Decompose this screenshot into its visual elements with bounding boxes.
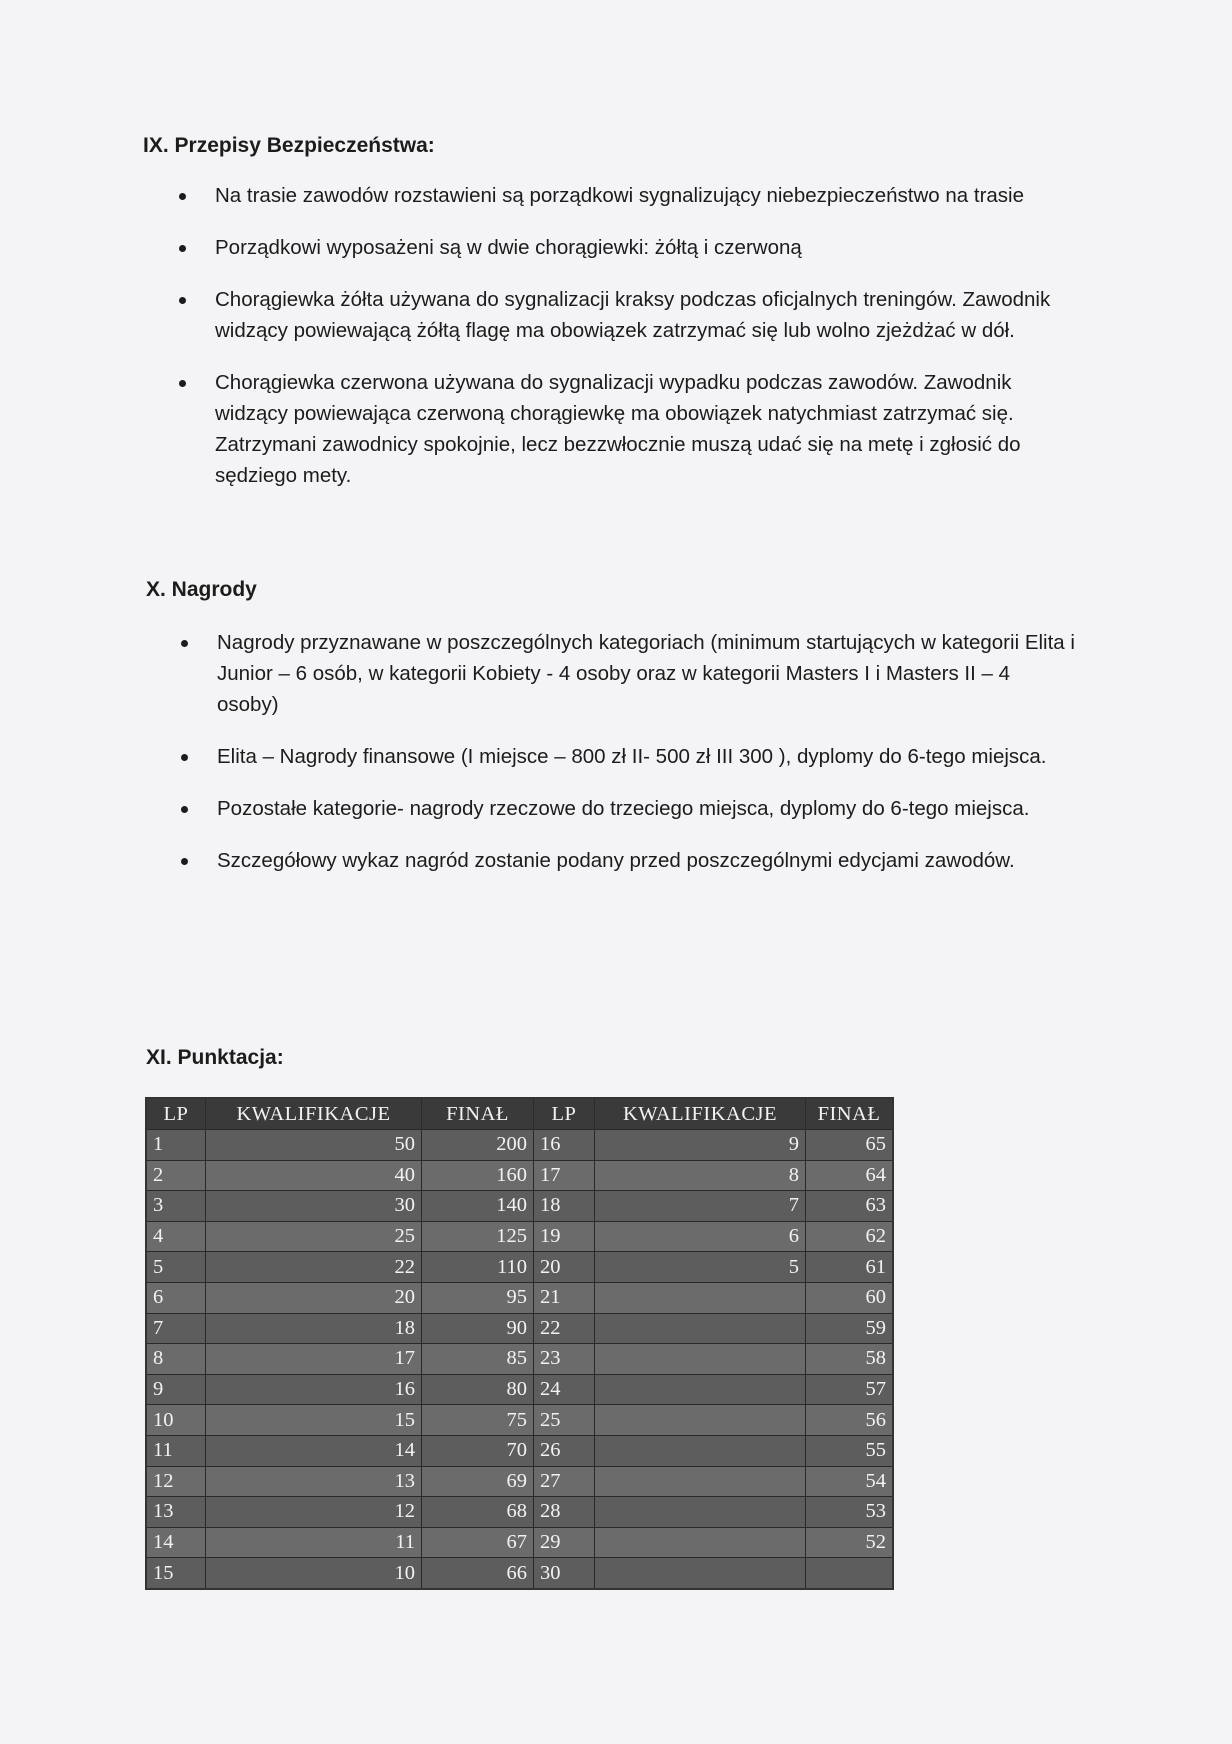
table-row [146,1160,893,1191]
table-row [146,1313,893,1344]
table-row [146,1405,893,1436]
cell-kwalifikacje-2 [595,1282,806,1313]
table-row [146,1344,893,1375]
cell-lp-2: 18 [534,1191,595,1222]
cell-lp: 3 [146,1191,206,1222]
cell-kwalifikacje: 14 [206,1435,422,1466]
cell-kwalifikacje: 10 [206,1558,422,1589]
cell-lp: 13 [146,1497,206,1528]
section-heading-ix: IX. Przepisy Bezpieczeństwa: [143,134,435,157]
cell-lp-2: 20 [534,1252,595,1283]
cell-final-2 [806,1558,894,1589]
cell-lp-2: 27 [534,1466,595,1497]
list-item-text: Chorągiewka żółta używana do sygnalizacji kraksy podczas oficjalnych treningów. Zawodnik widzący powiewającą żółtą flagę ma obowiązek zatrzymać się lub wolno zjeżdżać w dół. [215,288,1051,342]
list-item [215,367,1075,491]
table-row [146,1374,893,1405]
cell-final-2: 59 [806,1313,894,1344]
cell-kwalifikacje-2 [595,1374,806,1405]
cell-kwalifikacje-2 [595,1435,806,1466]
cell-final-2: 53 [806,1497,894,1528]
cell-final: 125 [422,1221,534,1252]
scoring-table-body [146,1130,893,1589]
list-item-text: Na trasie zawodów rozstawieni są porządkowi sygnalizujący niebezpieczeństwo na trasie [215,184,1025,207]
cell-final: 95 [422,1282,534,1313]
cell-lp: 6 [146,1282,206,1313]
bullet-icon [181,754,188,761]
cell-kwalifikacje: 30 [206,1191,422,1222]
cell-lp: 15 [146,1558,206,1589]
cell-kwalifikacje: 17 [206,1344,422,1375]
cell-final-2: 57 [806,1374,894,1405]
list-item [215,180,1075,211]
cell-final: 110 [422,1252,534,1283]
cell-kwalifikacje: 15 [206,1405,422,1436]
list-item [215,284,1075,346]
cell-lp: 12 [146,1466,206,1497]
cell-final-2: 64 [806,1160,894,1191]
cell-kwalifikacje-2: 6 [595,1221,806,1252]
list-item-text: Szczegółowy wykaz nagród zostanie podany przed poszczególnymi edycjami zawodów. [217,849,1015,872]
cell-lp: 5 [146,1252,206,1283]
cell-final-2: 61 [806,1252,894,1283]
cell-lp: 11 [146,1435,206,1466]
table-header-row [146,1098,893,1130]
cell-kwalifikacje: 16 [206,1374,422,1405]
column-header-final: FINAŁ [422,1098,534,1130]
cell-final-2: 62 [806,1221,894,1252]
cell-final: 80 [422,1374,534,1405]
column-header-final-2: FINAŁ [806,1098,894,1130]
cell-kwalifikacje-2: 5 [595,1252,806,1283]
cell-final-2: 52 [806,1527,894,1558]
cell-kwalifikacje-2: 7 [595,1191,806,1222]
list-item-text: Elita – Nagrody finansowe (I miejsce – 800 zł II- 500 zł III 300 ), dyplomy do 6-tego miejsca. [217,745,1047,768]
cell-lp-2: 19 [534,1221,595,1252]
list-item-text: Porządkowi wyposażeni są w dwie chorągiewki: żółtą i czerwoną [215,236,802,259]
cell-final-2: 55 [806,1435,894,1466]
cell-final: 160 [422,1160,534,1191]
bullet-icon [179,380,186,387]
cell-kwalifikacje: 22 [206,1252,422,1283]
cell-lp-2: 26 [534,1435,595,1466]
cell-final: 67 [422,1527,534,1558]
cell-kwalifikacje-2 [595,1313,806,1344]
column-header-kwalifikacje: KWALIFIKACJE [206,1098,422,1130]
cell-final: 66 [422,1558,534,1589]
cell-kwalifikacje: 13 [206,1466,422,1497]
list-item [217,845,1077,876]
cell-lp: 10 [146,1405,206,1436]
list-item [217,741,1077,772]
bullet-icon [179,193,186,200]
cell-kwalifikacje-2 [595,1558,806,1589]
cell-kwalifikacje: 20 [206,1282,422,1313]
cell-kwalifikacje: 12 [206,1497,422,1528]
cell-final-2: 65 [806,1130,894,1161]
list-item-text: Chorągiewka czerwona używana do sygnalizacji wypadku podczas zawodów. Zawodnik widzący powiewająca czerwoną chorągiewkę ma obowiązek natychmiast zatrzymać się. Zatrzymani zawodnicy spokojnie, lecz bezzwłocznie muszą udać się na metę i zgłosić do sędziego mety. [215,371,1021,487]
table-row [146,1130,893,1161]
cell-final: 75 [422,1405,534,1436]
cell-kwalifikacje-2: 8 [595,1160,806,1191]
cell-lp-2: 17 [534,1160,595,1191]
cell-lp: 9 [146,1374,206,1405]
cell-kwalifikacje-2 [595,1344,806,1375]
list-item [217,627,1077,720]
table-row [146,1466,893,1497]
cell-kwalifikacje-2 [595,1527,806,1558]
bullet-icon [179,297,186,304]
table-row [146,1497,893,1528]
cell-final: 69 [422,1466,534,1497]
cell-kwalifikacje-2: 9 [595,1130,806,1161]
cell-lp-2: 21 [534,1282,595,1313]
cell-lp: 1 [146,1130,206,1161]
table-row [146,1252,893,1283]
cell-lp: 7 [146,1313,206,1344]
section-heading-x: X. Nagrody [146,578,257,601]
prizes-list [217,627,1077,897]
cell-lp: 2 [146,1160,206,1191]
cell-lp-2: 23 [534,1344,595,1375]
cell-kwalifikacje-2 [595,1405,806,1436]
bullet-icon [181,640,188,647]
cell-lp-2: 24 [534,1374,595,1405]
cell-final-2: 63 [806,1191,894,1222]
cell-lp-2: 22 [534,1313,595,1344]
table-row [146,1435,893,1466]
cell-final: 140 [422,1191,534,1222]
cell-final-2: 60 [806,1282,894,1313]
cell-kwalifikacje-2 [595,1497,806,1528]
section-heading-xi: XI. Punktacja: [146,1046,284,1069]
cell-lp: 14 [146,1527,206,1558]
cell-final: 90 [422,1313,534,1344]
table-row [146,1527,893,1558]
cell-lp-2: 16 [534,1130,595,1161]
list-item-text: Nagrody przyznawane w poszczególnych kategoriach (minimum startujących w kategorii Elita i Junior – 6 osób, w kategorii Kobiety - 4 osoby oraz w kategorii Masters I i Masters II – 4 osoby) [217,631,1075,716]
cell-final: 85 [422,1344,534,1375]
list-item [215,232,1075,263]
cell-kwalifikacje: 18 [206,1313,422,1344]
cell-kwalifikacje: 11 [206,1527,422,1558]
list-item-text: Pozostałe kategorie- nagrody rzeczowe do trzeciego miejsca, dyplomy do 6-tego miejsca. [217,797,1030,820]
bullet-icon [179,245,186,252]
cell-kwalifikacje: 25 [206,1221,422,1252]
cell-final-2: 56 [806,1405,894,1436]
bullet-icon [181,806,188,813]
cell-final: 68 [422,1497,534,1528]
cell-lp-2: 29 [534,1527,595,1558]
cell-lp-2: 25 [534,1405,595,1436]
cell-lp-2: 28 [534,1497,595,1528]
table-row [146,1221,893,1252]
table-row [146,1191,893,1222]
column-header-lp: LP [146,1098,206,1130]
cell-final: 70 [422,1435,534,1466]
cell-lp: 8 [146,1344,206,1375]
cell-final-2: 58 [806,1344,894,1375]
cell-lp-2: 30 [534,1558,595,1589]
table-row [146,1558,893,1589]
list-item [217,793,1077,824]
safety-rules-list [215,180,1075,512]
cell-final-2: 54 [806,1466,894,1497]
scoring-table [145,1097,894,1590]
cell-lp: 4 [146,1221,206,1252]
cell-kwalifikacje: 50 [206,1130,422,1161]
column-header-kwalifikacje-2: KWALIFIKACJE [595,1098,806,1130]
cell-kwalifikacje: 40 [206,1160,422,1191]
cell-final: 200 [422,1130,534,1161]
bullet-icon [181,858,188,865]
cell-kwalifikacje-2 [595,1466,806,1497]
table-row [146,1282,893,1313]
column-header-lp-2: LP [534,1098,595,1130]
